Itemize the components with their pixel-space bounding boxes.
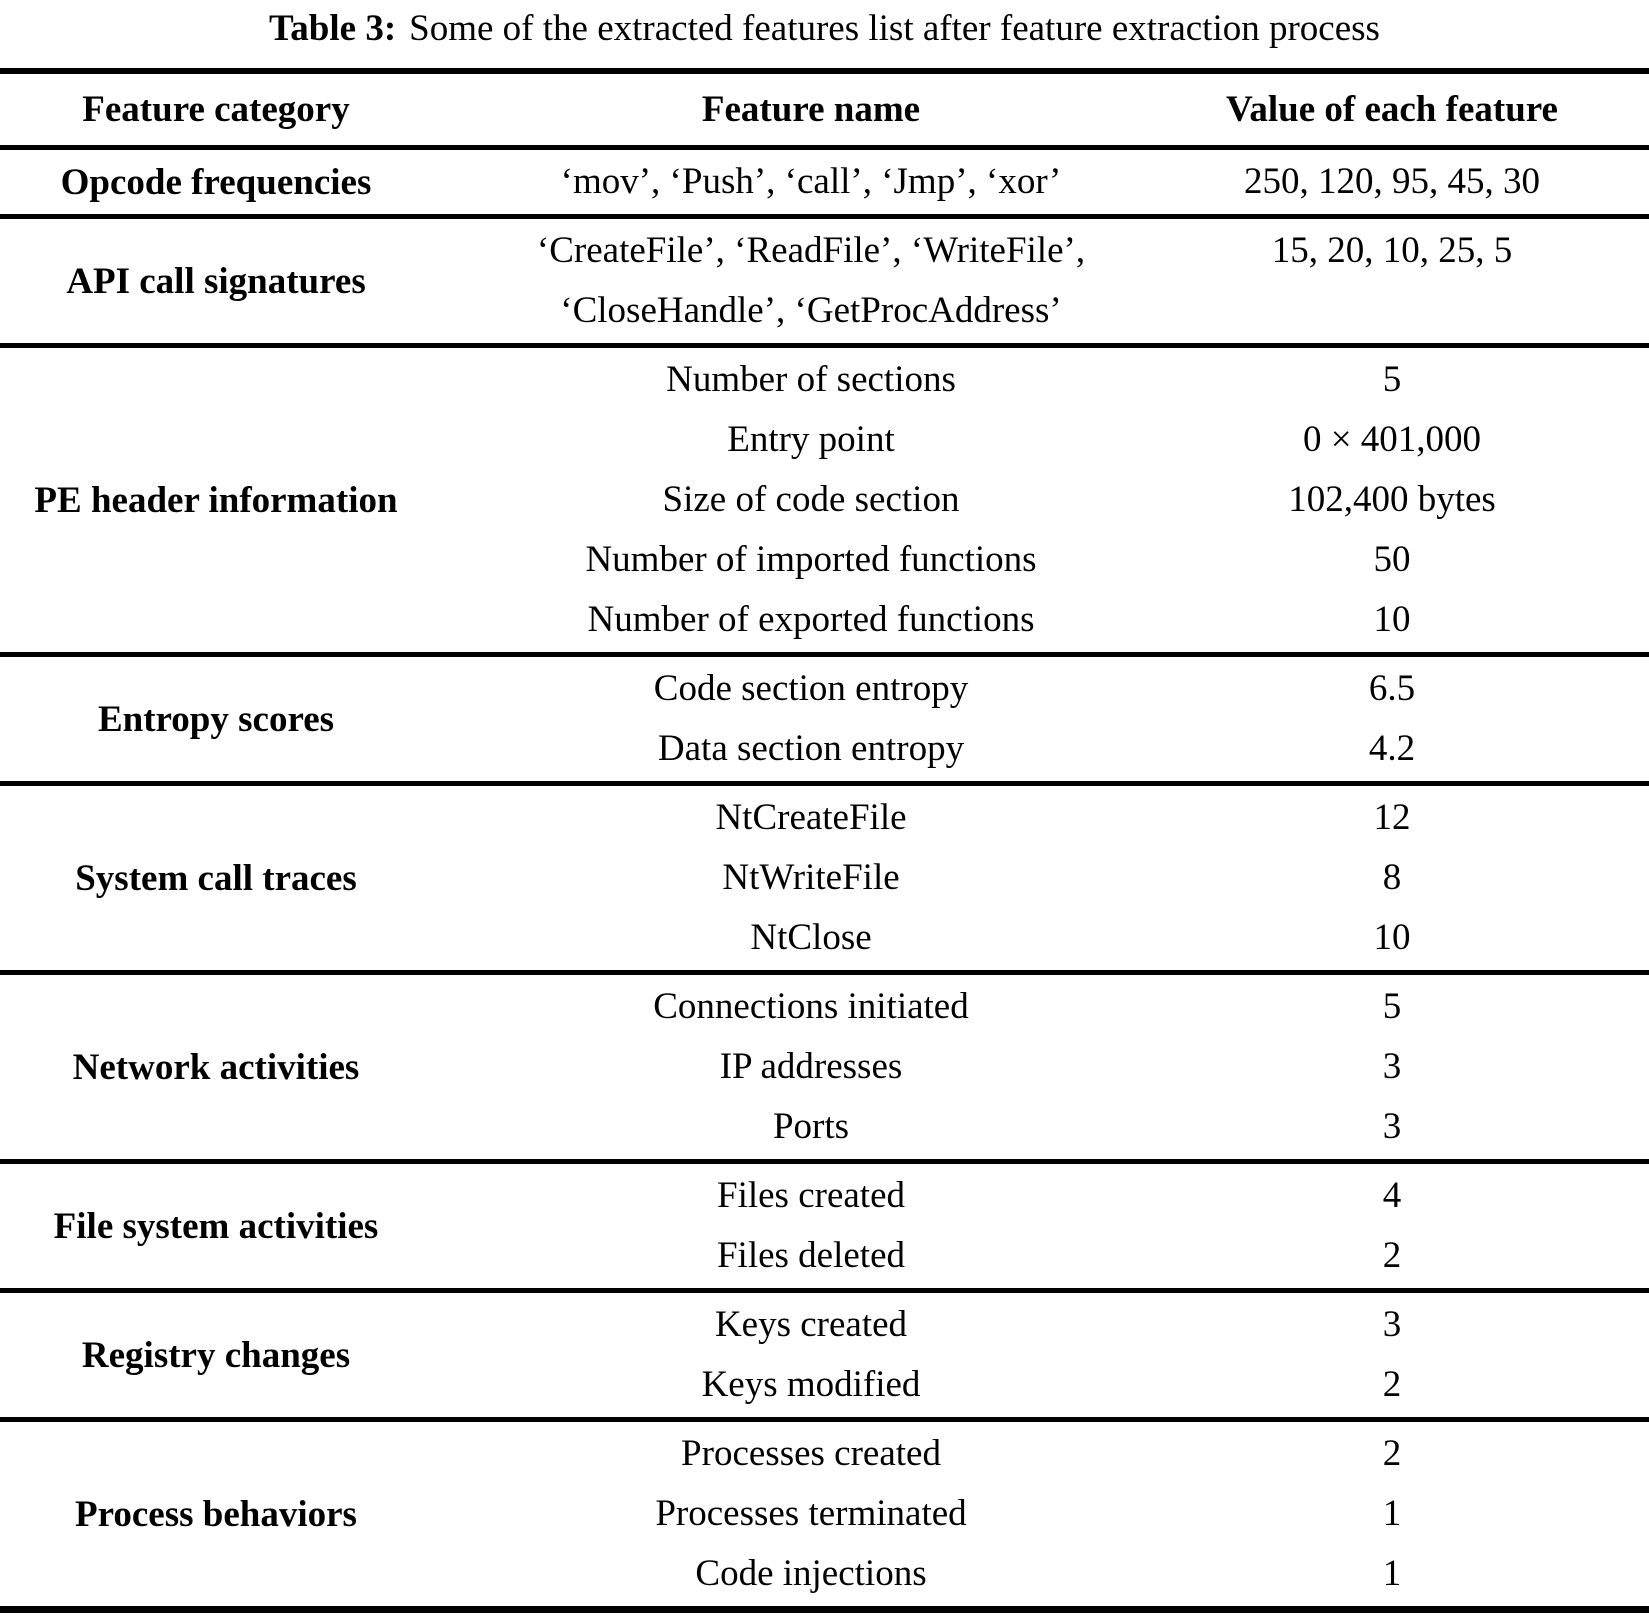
feature-category-cell: Opcode frequencies — [60, 161, 372, 203]
header-feature-value: Value of each feature — [1226, 89, 1558, 130]
feature-name-cell: Code injections — [695, 1553, 927, 1594]
feature-name-cell: Number of sections — [666, 359, 956, 400]
feature-value-cell: 5 — [1382, 359, 1402, 400]
feature-value-cell: 0 × 401,000 — [1302, 419, 1482, 460]
section-rows — [432, 1164, 1649, 1288]
feature-category-cell: API call signatures — [66, 260, 366, 302]
feature-value-cell: 50 — [1373, 539, 1411, 580]
table-row — [432, 1037, 1649, 1097]
feature-name-cell: Processes created — [681, 1433, 941, 1474]
table-section — [0, 970, 1649, 1159]
feature-value-cell: 4 — [1382, 1175, 1402, 1216]
feature-name-cell: IP addresses — [719, 1046, 903, 1087]
table-row — [432, 470, 1649, 530]
table-row — [432, 350, 1649, 410]
table-row — [432, 1484, 1649, 1544]
feature-value-cell: 15, 20, 10, 25, 5 — [1271, 230, 1513, 271]
feature-name-cell: NtWriteFile — [722, 857, 900, 898]
section-rows — [432, 975, 1649, 1159]
table-row — [432, 410, 1649, 470]
feature-value-cell: 10 — [1373, 917, 1411, 958]
section-rows — [432, 1422, 1649, 1606]
table-row — [432, 530, 1649, 590]
section-rows — [432, 348, 1649, 652]
feature-name-cell: ‘CreateFile’, ‘ReadFile’, ‘WriteFile’, ‘CloseHandle’, ‘GetProcAddress’ — [536, 230, 1086, 331]
feature-name-cell: Files created — [717, 1175, 905, 1216]
section-rows — [432, 657, 1649, 781]
table-caption-text: Some of the extracted features list after feature extraction process — [409, 8, 1380, 49]
feature-name-cell: Connections initiated — [653, 986, 969, 1027]
table-row — [432, 1424, 1649, 1484]
table-section — [0, 150, 1649, 214]
feature-value-cell: 3 — [1382, 1304, 1402, 1345]
table-row — [432, 848, 1649, 908]
table-row — [432, 1166, 1649, 1226]
table-row — [432, 1097, 1649, 1157]
feature-value-cell: 10 — [1373, 599, 1411, 640]
feature-name-cell: NtCreateFile — [715, 797, 907, 838]
section-rows — [432, 786, 1649, 970]
feature-value-cell: 12 — [1373, 797, 1411, 838]
feature-name-cell: Files deleted — [716, 1235, 906, 1276]
feature-category-cell: Registry changes — [81, 1334, 351, 1376]
feature-value-cell: 3 — [1382, 1106, 1402, 1147]
feature-name-cell: Ports — [772, 1106, 850, 1147]
feature-name-cell: Keys modified — [701, 1364, 921, 1405]
table-row — [432, 908, 1649, 968]
features-table — [0, 68, 1649, 1613]
table-body — [0, 150, 1649, 1606]
feature-value-cell: 2 — [1382, 1235, 1402, 1276]
table-caption-label: Table 3: — [269, 8, 397, 49]
feature-category-cell: File system activities — [53, 1205, 379, 1247]
table-row — [432, 221, 1649, 341]
feature-name-cell: ‘mov’, ‘Push’, ‘call’, ‘Jmp’, ‘xor’ — [560, 161, 1062, 202]
section-rows — [432, 219, 1649, 343]
feature-name-cell: Keys created — [714, 1304, 908, 1345]
feature-value-cell: 250, 120, 95, 45, 30 — [1244, 161, 1540, 202]
feature-value-cell: 6.5 — [1368, 668, 1416, 709]
table-section — [0, 1417, 1649, 1606]
table-section — [0, 652, 1649, 781]
header-feature-name: Feature name — [701, 89, 921, 130]
feature-category-cell: Process behaviors — [75, 1493, 357, 1535]
feature-value-cell: 2 — [1382, 1364, 1402, 1405]
feature-value-cell: 8 — [1382, 857, 1402, 898]
table-row — [432, 1544, 1649, 1604]
table-section — [0, 1288, 1649, 1417]
section-rows — [432, 1293, 1649, 1417]
feature-value-cell: 3 — [1382, 1046, 1402, 1087]
feature-name-cell: Number of imported functions — [585, 539, 1037, 580]
feature-value-cell: 2 — [1382, 1433, 1402, 1474]
table-row — [432, 590, 1649, 650]
feature-name-cell: Processes terminated — [655, 1493, 967, 1534]
feature-name-cell: Entry point — [727, 419, 895, 460]
section-rows — [432, 150, 1649, 214]
feature-name-cell: Size of code section — [662, 479, 960, 520]
feature-name-cell: Number of exported functions — [587, 599, 1035, 640]
table-row — [432, 659, 1649, 719]
feature-category-cell: PE header information — [34, 479, 398, 521]
table-row — [432, 1355, 1649, 1415]
table-row — [432, 152, 1649, 212]
feature-category-cell: Entropy scores — [97, 698, 335, 740]
table-row — [432, 977, 1649, 1037]
feature-value-cell: 1 — [1382, 1553, 1402, 1594]
table-row — [432, 788, 1649, 848]
feature-category-cell: System call traces — [75, 857, 357, 899]
table-section — [0, 1159, 1649, 1288]
feature-value-cell: 1 — [1382, 1493, 1402, 1534]
feature-category-cell: Network activities — [72, 1046, 360, 1088]
table-header-row — [0, 74, 1649, 150]
feature-value-cell: 4.2 — [1368, 728, 1416, 769]
table-caption — [0, 0, 1649, 68]
feature-name-cell: NtClose — [750, 917, 872, 958]
table-row — [432, 1226, 1649, 1286]
table-section — [0, 343, 1649, 652]
feature-name-cell: Data section entropy — [657, 728, 965, 769]
table-row — [432, 1295, 1649, 1355]
table-section — [0, 214, 1649, 343]
feature-value-cell: 5 — [1382, 986, 1402, 1027]
table-row — [432, 719, 1649, 779]
table-section — [0, 781, 1649, 970]
feature-value-cell: 102,400 bytes — [1288, 479, 1496, 520]
header-feature-category: Feature category — [82, 89, 350, 130]
feature-name-cell: Code section entropy — [653, 668, 969, 709]
